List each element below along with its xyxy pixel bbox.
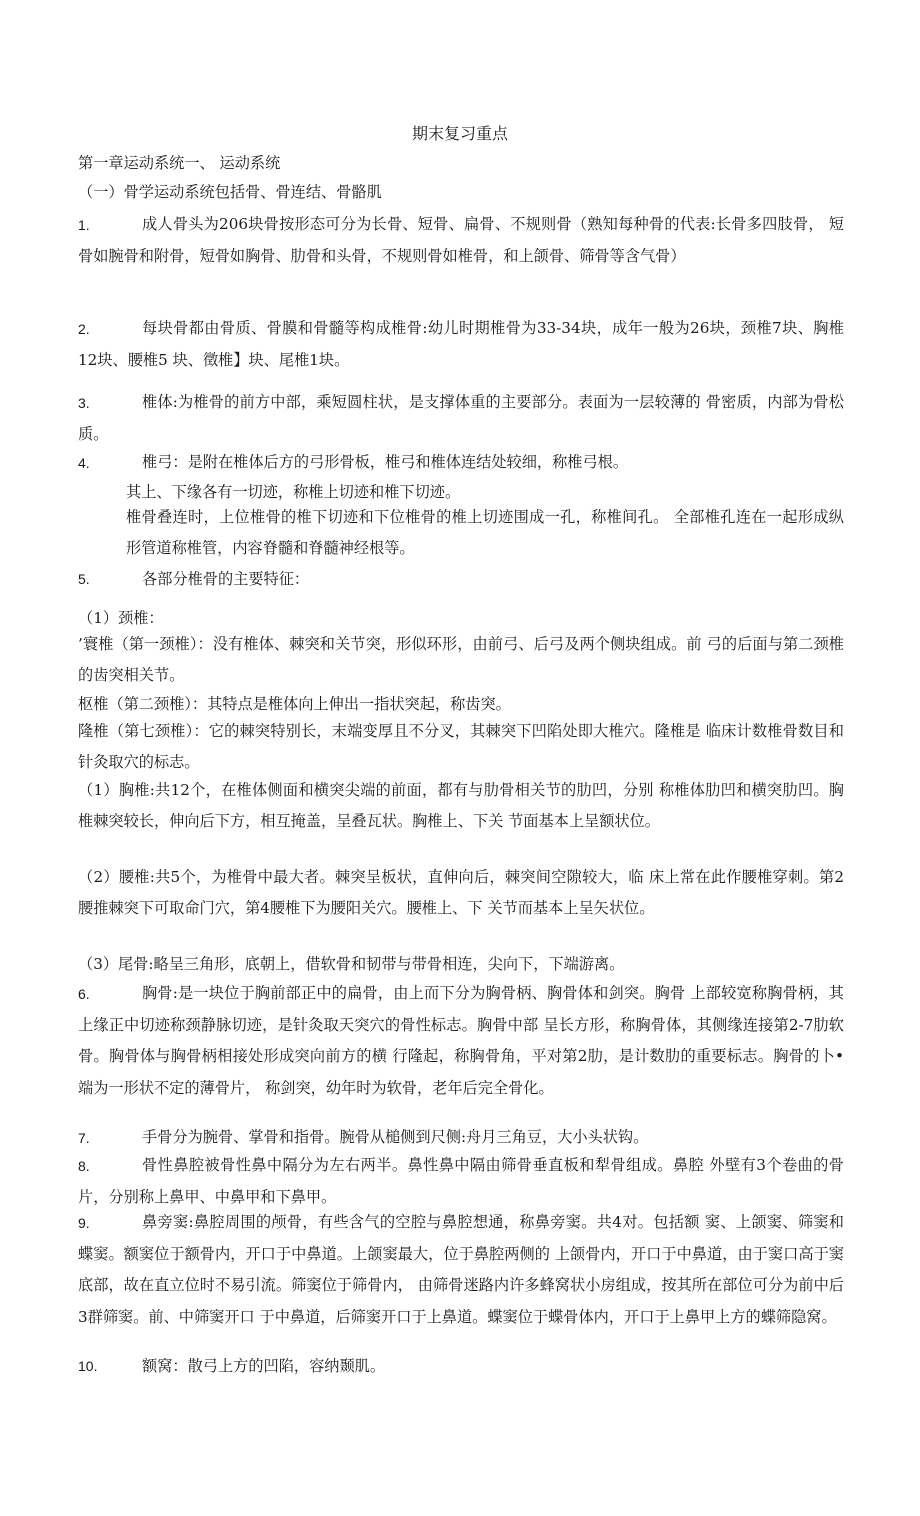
item-text: 各部分椎骨的主要特征：	[142, 570, 310, 588]
item-number: 8.	[78, 1158, 90, 1174]
item-number: 2.	[78, 321, 90, 337]
coccyx-paragraph: （3）尾骨:略呈三角形，底朝上，借软骨和韧带与带骨相连，尖向下，下端游离。	[78, 955, 625, 973]
item-number: 6.	[78, 986, 90, 1002]
item-number: 5.	[78, 571, 90, 587]
item-text: 额窝：散弓上方的凹陷，容纳颞肌。	[142, 1357, 385, 1375]
item4-extra-1: 其上、下缘各有一切迹，称椎上切迹和椎下切迹。	[126, 483, 461, 501]
cervical-heading: （1）颈椎：	[78, 609, 164, 627]
item-text: 手骨分为腕骨、掌骨和指骨。腕骨从槌侧到尺侧:舟月三角豆，大小头状钩。	[142, 1128, 649, 1146]
item-number: 10.	[78, 1358, 98, 1374]
page-title: 期末复习重点	[411, 124, 508, 143]
item-number: 7.	[78, 1130, 90, 1146]
item-number: 4.	[78, 455, 90, 471]
item-number: 3.	[78, 395, 90, 411]
item-text: 椎弓：是附在椎体后方的弓形骨板，椎弓和椎体连结处较细，称椎弓根。	[142, 453, 628, 471]
lumbar-paragraph: （2）腰椎:共5个，为椎骨中最大者。棘突呈板状，直伸向后，棘突间空隙较大，临 床上常在此作腰椎穿刺。第2腰推棘突下可取命门穴，第4腰椎下为腰阳关穴。腰椎上、下 关节而基本上呈矢状位。	[78, 868, 844, 917]
item-number: 9.	[78, 1215, 90, 1231]
prominens-paragraph: 隆椎（第七颈椎）：它的棘突特别长，末端变厚且不分叉，其棘突下凹陷处即大椎穴。隆椎是 临床计数椎骨数目和针灸取穴的标志。	[78, 722, 844, 771]
chapter-heading: 第一章运动系统一、 运动系统	[78, 154, 281, 172]
thoracic-paragraph: （1）胸椎:共12个，在椎体侧面和横突尖端的前面，都有与肋骨相关节的肋凹，分别 称椎体肋凹和横突肋凹。胸椎棘突较长，伸向后下方，相互掩盖，呈叠瓦状。胸椎上、下关 节面基本上呈额状位。	[78, 781, 844, 830]
item-text: 椎体:为椎骨的前方中部，乘短圆柱状，是支撑体重的主要部分。表面为一层较薄的 骨密质，内部为骨松质。	[78, 393, 844, 443]
axis-paragraph: 枢椎（第二颈椎）：其特点是椎体向上伸出一指状突起，称齿突。	[78, 695, 511, 713]
item4-extra-2: 椎骨叠连时，上位椎骨的椎下切迹和下位椎骨的椎上切迹围成一孔，称椎间孔。 全部椎孔连在一起形成纵形管道称椎管，内容脊髓和脊髓神经根等。	[126, 508, 844, 557]
item-text: 成人骨头为206块骨按形态可分为长骨、短骨、扁骨、不规则骨（熟知每种骨的代表:长骨多四肢骨， 短骨如腕骨和附骨，短骨如胸骨、肋骨和头骨，不规则骨如椎骨，和上颌骨、筛骨等含气骨）	[78, 215, 844, 265]
section-heading: （一）骨学运动系统包括骨、骨连结、骨骼肌	[78, 183, 382, 201]
item-text: 胸骨:是一块位于胸前部正中的扁骨，由上而下分为胸骨柄、胸骨体和剑突。胸骨 上部较宽称胸骨柄，其上缘正中切迹称颈静脉切迹，是针灸取天突穴的骨性标志。胸骨中部 呈长方形，称胸骨体，其侧缘连接第2-7肋软骨。胸骨体与胸骨柄相接处形成突向前方的横 行隆起，称胸骨角，平对第2肋，是计数肋的重要标志。胸骨的卜•端为一形状不定的薄骨片， 称剑突，幼年时为软骨，老年后完全骨化。	[78, 984, 844, 1097]
item-number: 1.	[78, 217, 90, 233]
atlas-paragraph: ’寰椎（第一颈椎）：没有椎体、棘突和关节突，形似环形，由前弓、后弓及两个侧块组成。前 弓的后面与第二颈椎的齿突相关节。	[78, 635, 844, 684]
item-text: 鼻旁窦:鼻腔周围的颅骨，有些含气的空腔与鼻腔想通，称鼻旁窦。共4对。包括额 窦、上颌窦、筛窦和蝶窦。额窦位于额骨内，开口于中鼻道。上颌窦最大，位于鼻腔两侧的 上颌骨内，开口于中鼻道，由于窦口高于窦底部，故在直立位时不易引流。筛窦位于筛骨内， 由筛骨迷路内许多蜂窝状小房组成，按其所在部位可分为前中后3群筛窦。前、中筛窦开口 于中鼻道，后筛窦开口于上鼻道。蝶窦位于蝶骨体内，开口于上鼻甲上方的蝶筛隐窝。	[78, 1213, 844, 1326]
item-text: 每块骨都由骨质、骨膜和骨髓等构成椎骨:幼儿时期椎骨为33-34块，成年一般为26块，颈椎7块、胸椎12块、腰椎5 块、徵椎】块、尾椎1块。	[78, 319, 844, 369]
item-text: 骨性鼻腔被骨性鼻中隔分为左右两半。鼻性鼻中隔由筛骨垂直板和犁骨组成。鼻腔 外壁有3个卷曲的骨片，分别称上鼻甲、中鼻甲和下鼻甲。	[78, 1156, 844, 1206]
